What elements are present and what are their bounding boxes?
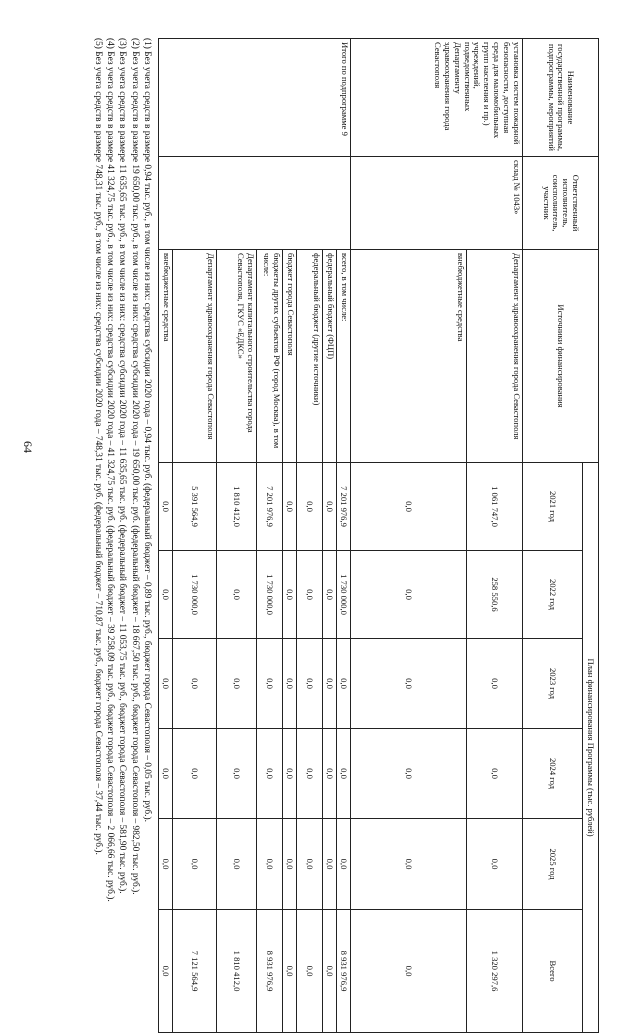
value-cell: 0,0 [283, 639, 297, 729]
value-cell: 5 391 564,9 [173, 463, 217, 551]
value-cell: 0,0 [173, 639, 217, 729]
source-cell: внебюджетные средства [159, 250, 173, 463]
source-cell: Департамент капитального строительства города Севастополя, ГКУС «ЕДКС» [217, 250, 257, 463]
value-cell: 0,0 [297, 910, 323, 1033]
value-cell: 0,0 [337, 819, 351, 910]
total-name: Итого по подпрограмме 9 [159, 39, 351, 157]
value-cell: 0,0 [159, 729, 173, 819]
value-cell: 0,0 [159, 819, 173, 910]
value-cell: 0,0 [351, 910, 467, 1033]
value-cell: 0,0 [159, 463, 173, 551]
value-cell: 0,0 [323, 463, 337, 551]
value-cell: 0,0 [323, 819, 337, 910]
source-cell: бюджет города Севастополя [283, 250, 297, 463]
header-year-2023: 2023 год [523, 639, 583, 729]
footnote-4: (4) Без учета средств в размере 41 324,75 тыс. руб., в том числе из них: средства субсидии 2020 года – 41 324,75 тыс. руб. (федеральный бюджет – 39 258,09 тыс. руб., бюджет города Севастополя – 2 066,66 тыс. руб.). [105, 38, 116, 902]
value-cell: 0,0 [297, 551, 323, 639]
value-cell: 1 061 747,0 [467, 463, 523, 551]
source-cell: федеральный бюджет (ФЦП) [323, 250, 337, 463]
table-row [337, 39, 351, 1033]
value-cell: 8 931 976,9 [257, 910, 283, 1033]
value-cell: 0,0 [283, 819, 297, 910]
value-cell: 1 730 000,0 [337, 551, 351, 639]
value-cell: 0,0 [257, 729, 283, 819]
value-cell: 0,0 [467, 639, 523, 729]
value-cell: 0,0 [257, 639, 283, 729]
table-row [467, 39, 523, 1033]
value-cell: 0,0 [351, 551, 467, 639]
value-cell: 0,0 [323, 639, 337, 729]
value-cell: 8 931 976,9 [337, 910, 351, 1033]
header-name: Наименование государственной программы, подпрограммы, мероприятий [523, 39, 599, 157]
value-cell: 7 201 976,9 [337, 463, 351, 551]
header-year-2021: 2021 год [523, 463, 583, 551]
value-cell: 0,0 [283, 551, 297, 639]
value-cell: 1 730 000,0 [173, 551, 217, 639]
source-cell: бюджеты других субъектов РФ (город Москва), в том числе: [257, 250, 283, 463]
footnotes [92, 38, 153, 1032]
value-cell: 0,0 [257, 819, 283, 910]
footnote-3: (3) Без учета средств в размере 11 635,65 тыс. руб., в том числе из них: средства субсидии 2020 года – 11 635,65 тыс. руб. (федеральный бюджет – 11 053,75 тыс. руб., бюджет города Севастополя – 581,90 тыс. руб.). [117, 38, 128, 894]
value-cell: 0,0 [467, 729, 523, 819]
value-cell: 0,0 [297, 639, 323, 729]
value-cell: 0,0 [351, 729, 467, 819]
header-year-2024: 2024 год [523, 729, 583, 819]
value-cell: 0,0 [283, 463, 297, 551]
value-cell: 0,0 [159, 551, 173, 639]
value-cell: 0,0 [159, 639, 173, 729]
value-cell: 0,0 [217, 819, 257, 910]
value-cell: 0,0 [351, 463, 467, 551]
value-cell: 0,0 [337, 639, 351, 729]
value-cell: 0,0 [217, 551, 257, 639]
value-cell: 0,0 [351, 639, 467, 729]
value-cell: 0,0 [323, 551, 337, 639]
value-cell: 1 810 412,0 [217, 463, 257, 551]
value-cell: 258 550,6 [467, 551, 523, 639]
value-cell: 0,0 [297, 729, 323, 819]
value-cell: 0,0 [173, 819, 217, 910]
header-executor: Ответственный исполнитель, соисполнитель, участник [523, 157, 599, 250]
value-cell: 0,0 [467, 819, 523, 910]
header-plan: План финансирования Программы (тыс. рублей) [583, 463, 599, 1033]
activity-executor: склад № 1043» [351, 157, 523, 250]
value-cell: 7 201 976,9 [257, 463, 283, 551]
footnote-5: (5) Без учета средств в размере 748,31 тыс. руб., в том числе из них: средства субсидии 2020 года – 748,31 тыс. руб. (федеральный бюджет – 710,87 тыс. руб., бюджет города Севастополя – 37,44 тыс. руб.). [92, 38, 103, 855]
value-cell: 0,0 [297, 463, 323, 551]
value-cell: 0,0 [217, 639, 257, 729]
value-cell: 0,0 [323, 910, 337, 1033]
header-year-2025: 2025 год [523, 819, 583, 910]
page-number: 64 [21, 441, 35, 453]
value-cell: 0,0 [217, 729, 257, 819]
value-cell: 0,0 [173, 729, 217, 819]
header-source: Источники финансирования [523, 250, 599, 463]
source-cell: всего, в том числе: [337, 250, 351, 463]
financing-table [158, 38, 599, 1033]
value-cell: 0,0 [159, 910, 173, 1033]
value-cell: 7 121 564,9 [173, 910, 217, 1033]
total-executor [159, 157, 351, 250]
activity-name: установка систем пожарной безопасности, доступная среда для маломобильных групп населения и пр.) учреждений, подведомственных Департаменту здравоохранения города Севастополя [351, 39, 523, 157]
value-cell: 1 810 412,0 [217, 910, 257, 1033]
value-cell: 0,0 [283, 729, 297, 819]
value-cell: 0,0 [351, 819, 467, 910]
value-cell: 1 730 000,0 [257, 551, 283, 639]
source-cell: Департамент здравоохранения города Севастополя [173, 250, 217, 463]
header-year-2022: 2022 год [523, 551, 583, 639]
footnote-2: (2) Без учета средств в размере 19 650,00 тыс. руб., в том числе из них: средства субсидии 2020 года – 19 650,00 тыс. руб. (федеральный бюджет – 18 667,50 тыс. руб., бюджет города Севастополя – 982,50 тыс. руб.). [129, 38, 140, 895]
source-cell: федеральный бюджет (другие источники) [297, 250, 323, 463]
value-cell: 1 320 297,6 [467, 910, 523, 1033]
value-cell: 0,0 [283, 910, 297, 1033]
value-cell: 0,0 [323, 729, 337, 819]
value-cell: 0,0 [297, 819, 323, 910]
header-total: Всего [523, 910, 583, 1033]
source-cell: Департамент здравоохранения города Севастополя [467, 250, 523, 463]
footnote-1: (1) Без учета средств в размере 0,94 тыс. руб., в том числе из них: средства субсидии 2020 года – 0,94 тыс. руб. (федеральный бюджет – 0,89 тыс. руб., бюджет города Севастополя – 0,05 тыс. руб.). [142, 38, 152, 822]
source-cell: внебюджетные средства [351, 250, 467, 463]
value-cell: 0,0 [337, 729, 351, 819]
